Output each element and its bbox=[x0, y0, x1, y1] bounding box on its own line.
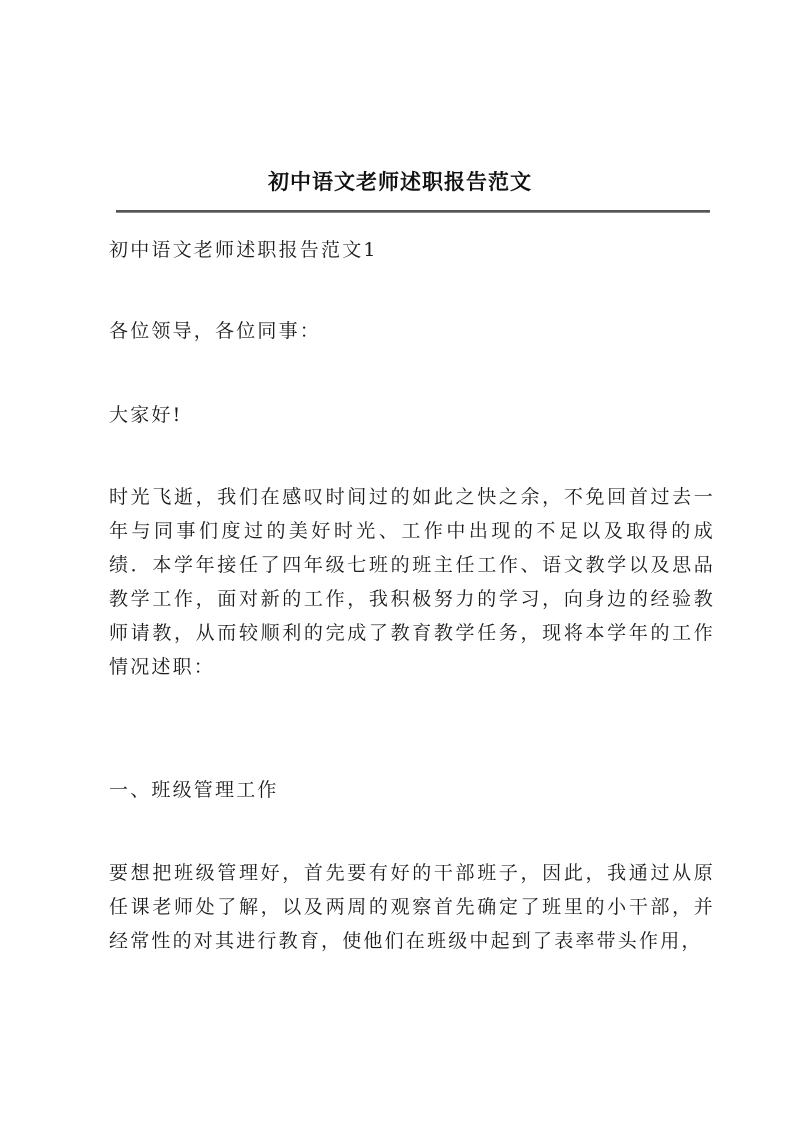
hello-paragraph: 大家好! bbox=[109, 404, 183, 426]
section-heading: 一、班级管理工作 bbox=[109, 779, 279, 801]
class-management-paragraph: 要想把班级管理好，首先要有好的干部班子，因此，我通过从原任课老师处了解，以及两周的观察首先确定了班里的小干部，并经常性的对其进行教育，使他们在班级中起到了表率带头作用， bbox=[109, 862, 715, 952]
document-title: 初中语文老师述职报告范文 bbox=[268, 169, 532, 194]
title-divider bbox=[116, 210, 710, 213]
greeting-paragraph: 各位领导，各位同事： bbox=[109, 320, 322, 342]
intro-paragraph: 时光飞逝，我们在感叹时间过的如此之快之余，不免回首过去一年与同事们度过的美好时光、工作中出现的不足以及取得的成绩．本学年接任了四年级七班的班主任工作、语文教学以及思品教学工作，面对新的工作，我积极努力的学习，向身边的经验教师请教，从而较顺利的完成了教育教学任务，现将本学年的工作情况述职： bbox=[109, 486, 715, 678]
document-subtitle: 初中语文老师述职报告范文1 bbox=[109, 239, 378, 261]
